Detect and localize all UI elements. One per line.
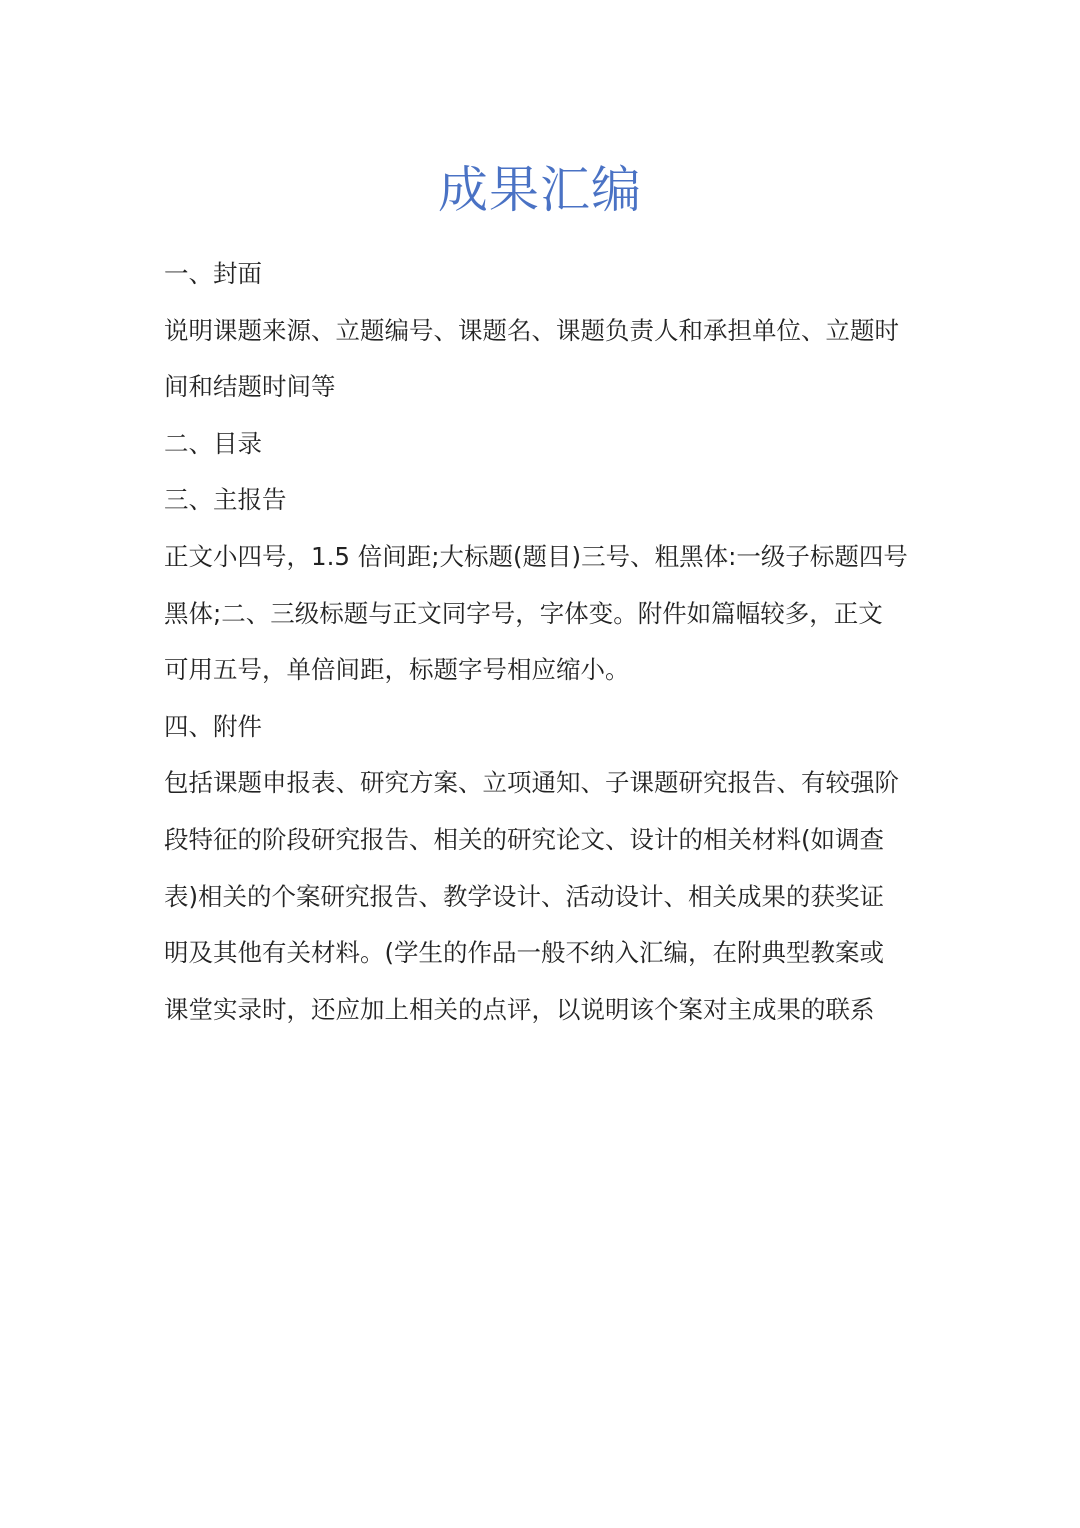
document-title: 成果汇编 [438, 161, 642, 219]
section-heading-toc: 二、目录 [164, 428, 262, 458]
paragraph-line: 间和结题时间等 [164, 372, 336, 402]
section-heading-attachments: 四、附件 [164, 711, 262, 741]
paragraph-line: 课堂实录时，还应加上相关的点评，以说明该个案对主成果的联系 [164, 994, 875, 1024]
paragraph-line: 明及其他有关材料。(学生的作品一般不纳入汇编，在附典型教案或 [164, 938, 885, 968]
section-heading-cover: 一、封面 [164, 259, 262, 288]
paragraph-line: 包括课题申报表、研究方案、立项通知、子课题研究报告、有较强阶 [164, 768, 899, 798]
paragraph-line: 表)相关的个案研究报告、教学设计、活动设计、相关成果的获奖证 [164, 881, 885, 911]
paragraph-line: 可用五号，单倍间距，标题字号相应缩小。 [164, 655, 630, 685]
paragraph-line: 段特征的阶段研究报告、相关的研究论文、设计的相关材料(如调查 [164, 824, 885, 854]
section-heading-main-report: 三、主报告 [164, 485, 287, 515]
paragraph-line: 说明课题来源、立题编号、课题名、课题负责人和承担单位、立题时 [164, 315, 899, 345]
document-body [164, 246, 924, 1038]
paragraph-line: 黑体;二、三级标题与正文同字号，字体变。附件如篇幅较多，正文 [164, 598, 883, 628]
paragraph-line: 正文小四号，1.5 倍间距;大标题(题目)三号、粗黑体:一级子标题四号 [164, 541, 908, 571]
